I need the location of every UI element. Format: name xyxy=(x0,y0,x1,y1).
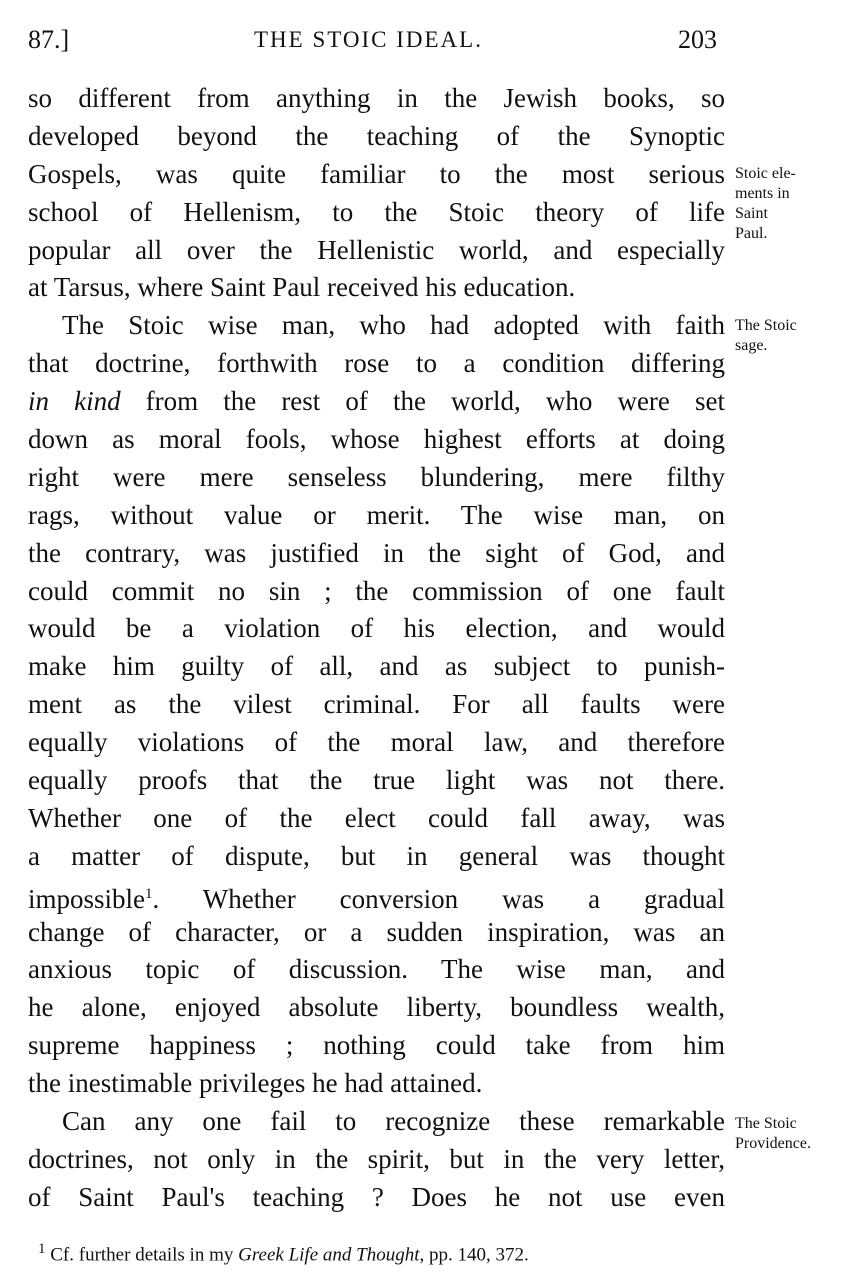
running-header xyxy=(26,22,726,58)
text-line: of Saint Paul's teaching ? Does he not use even xyxy=(28,1181,725,1212)
running-title: THE STOIC IDEAL. xyxy=(254,27,483,52)
text-line: rags, without value or merit. The wise man, on xyxy=(28,499,725,530)
section-number: 87.] xyxy=(28,25,70,54)
text-line: he alone, enjoyed absolute liberty, boundless wealth, xyxy=(28,992,725,1023)
text-line: anxious topic of discussion. The wise man, and xyxy=(28,954,725,985)
text-line: school of Hellenism, to the Stoic theory of life xyxy=(28,196,725,227)
text-line: Gospels, was quite familiar to the most serious xyxy=(28,158,725,189)
text-line: change of character, or a sudden inspiration, was an xyxy=(28,916,725,947)
margin-note-stoic-providence: The Stoic Providence. xyxy=(735,1115,811,1152)
text-line: could commit no sin ; the commission of one fault xyxy=(28,575,725,606)
text-line: impossible$^1$. Whether conversion was a gradual xyxy=(28,883,725,914)
page-number: 203 xyxy=(678,25,717,54)
text-line: the contrary, was justified in the sight of God, and xyxy=(28,537,725,568)
text-line: down as moral fools, whose highest efforts at doing xyxy=(28,424,725,455)
footnote-marker: 1 xyxy=(38,1241,46,1257)
text-line: in kind from the rest of the world, who were set xyxy=(28,386,725,417)
text-line: at Tarsus, where Saint Paul received his education. xyxy=(28,272,576,303)
text-line: developed beyond the teaching of the Synoptic xyxy=(28,120,725,151)
text-line: right were mere senseless blundering, mere filthy xyxy=(28,461,725,492)
footnote: $^1$ Cf. further details in my Greek Life and Thought, pp. 140, 372. xyxy=(38,1241,529,1266)
footnote-book-title: Greek Life and Thought xyxy=(238,1244,420,1266)
text-line: doctrines, not only in the spirit, but in the very letter, xyxy=(28,1143,725,1174)
text-line: popular all over the Hellenistic world, and especially xyxy=(28,234,725,265)
text-line: so different from anything in the Jewish books, so xyxy=(28,83,725,113)
emphasis-in-kind: in kind xyxy=(28,386,121,417)
text-line: Whether one of the elect could fall away, was xyxy=(28,802,725,833)
text-line: ment as the vilest criminal. For all faults were xyxy=(28,689,725,720)
footnote-ref[interactable]: 1 xyxy=(145,885,153,902)
text-line: a matter of dispute, but in general was thought xyxy=(28,840,725,871)
body-text xyxy=(28,80,725,1217)
text-line: would be a violation of his election, and would xyxy=(28,613,725,644)
margin-note-stoic-sage: The Stoic sage. xyxy=(735,317,797,354)
text-line: Can any one fail to recognize these remarkable xyxy=(62,1106,725,1137)
text-line: The Stoic wise man, who had adopted with faith xyxy=(62,310,725,341)
margin-note-stoic-elements: Stoic ele- ments in Saint Paul. xyxy=(735,165,796,242)
text-line: make him guilty of all, and as subject to punish- xyxy=(28,651,725,682)
text-line: the inestimable privileges he had attained. xyxy=(28,1068,483,1099)
text-line: that doctrine, forthwith rose to a condition differing xyxy=(28,348,725,379)
text-line: equally proofs that the true light was not there. xyxy=(28,765,725,796)
text-line: supreme happiness ; nothing could take from him xyxy=(28,1030,725,1061)
text-line: equally violations of the moral law, and therefore xyxy=(28,727,725,758)
